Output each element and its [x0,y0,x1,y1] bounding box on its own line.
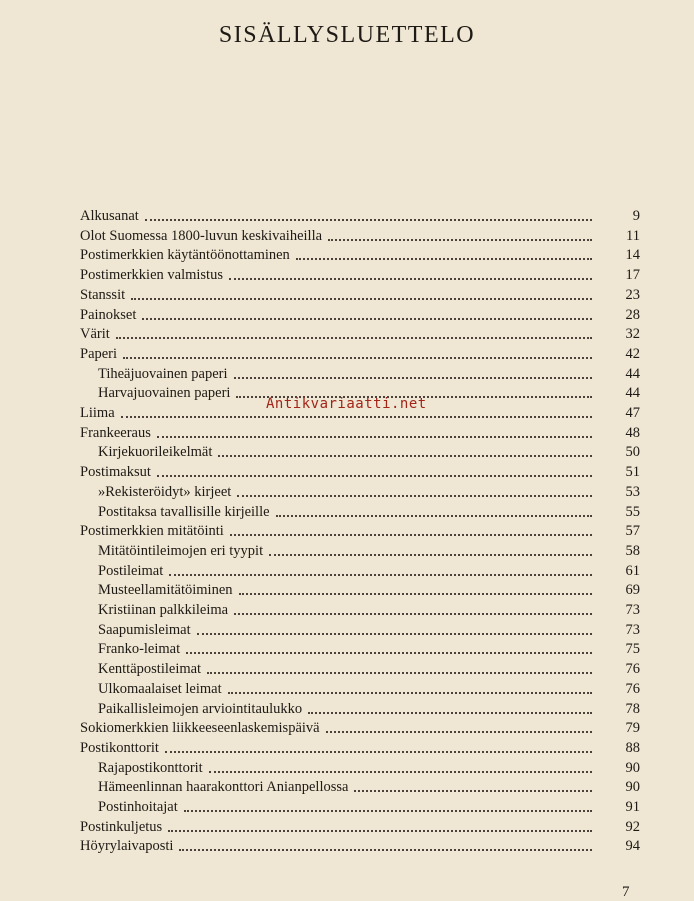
toc-entry [98,481,640,501]
dot-leader [165,751,592,753]
toc-entry-label: Olot Suomessa 1800-luvun keskivaiheilla [80,227,323,244]
toc-entry-page: 90 [625,779,640,796]
toc-entry [80,205,640,225]
toc-entry-page: 42 [625,345,640,362]
toc-entry-page: 50 [625,444,640,461]
toc-entry [80,244,640,264]
toc-entry-page: 14 [625,247,640,264]
toc-entry [98,638,640,658]
toc-entry-label: Ulkomaalaiset leimat [98,680,222,697]
toc-entry-label: Postikonttorit [80,739,159,756]
dot-leader [308,712,592,714]
dot-leader [157,436,592,438]
toc-entry-page: 9 [632,208,640,224]
toc-entry-label: Mitätöintileimojen eri tyypit [98,542,264,559]
toc-entry-label: Postimerkkien mitätöinti [80,523,224,540]
toc-entry-label: Postinkuljetus [80,818,163,835]
toc-entry-label: Kristiinan palkkileima [98,602,229,618]
toc-entry-label: Franko-leimat [98,641,181,658]
dot-leader [328,239,592,241]
toc-entry-page: 75 [625,641,640,658]
dot-leader [276,515,592,517]
toc-entry-page: 78 [625,700,640,717]
dot-leader [239,593,592,595]
toc-entry [80,225,640,245]
toc-entry-page: 32 [625,326,640,343]
toc-entry [80,461,640,481]
toc-entry [80,816,640,836]
toc-entry [80,737,640,757]
toc-entry-label: Värit [80,326,110,343]
toc-entry [98,619,640,639]
toc-entry-label: Rajapostikonttorit [98,759,203,776]
toc-entry-label: Stanssit [80,286,126,303]
dot-leader [121,416,592,418]
toc-entry-label: Alkusanat [80,208,139,224]
toc-entry-page: 73 [625,602,640,618]
toc-entry [98,776,640,796]
toc-entry-label: Musteellamitätöiminen [98,582,233,599]
toc-entry-page: 17 [625,267,640,284]
dot-leader [186,652,592,654]
toc-entry [98,560,640,580]
toc-entry-page: 69 [625,582,640,599]
toc-entry-label: Postinhoitajat [98,799,178,815]
toc-entry-label: Hämeenlinnan haarakonttori Anianpellossa [98,779,349,796]
dot-leader [234,613,592,615]
toc-entry-page: 53 [625,483,640,500]
toc-entry-page: 94 [625,838,640,855]
toc-entry-label: Painokset [80,306,137,323]
toc-entry-page: 47 [625,405,640,421]
toc-entry [98,757,640,777]
toc-entry [80,717,640,737]
toc-entry-page: 76 [625,661,640,678]
toc-entry-label: Postimerkkien käytäntöönottaminen [80,247,290,264]
watermark-text: Antikvariaatti.net [266,396,427,412]
dot-leader [237,495,592,497]
toc-entry-label: »Rekisteröidyt» kirjeet [98,483,232,500]
toc-entry-label: Saapumisleimat [98,621,191,638]
toc-entry-page: 91 [625,799,640,815]
dot-leader [354,790,592,792]
toc-entry-label: Postimaksut [80,464,151,481]
toc-entry-label: Paperi [80,345,118,362]
dot-leader [269,554,592,556]
dot-leader [296,258,592,260]
toc-entry [98,540,640,560]
dot-leader [197,633,592,635]
toc-entry-page: 55 [625,503,640,520]
toc-entry-label: Postitaksa tavallisille kirjeille [98,503,270,520]
toc-entry-page: 11 [626,227,640,244]
dot-leader [142,318,592,320]
dot-leader [131,298,592,300]
toc-entry [80,422,640,442]
toc-entry-label: Postimerkkien valmistus [80,267,223,284]
dot-leader [157,475,592,477]
toc-entry-page: 61 [625,562,640,579]
toc-entry-label: Postileimat [98,562,164,579]
toc-entry [98,599,640,619]
toc-entry [98,678,640,698]
toc-entry-page: 48 [625,424,640,441]
dot-leader [207,672,592,674]
dot-leader [234,377,592,379]
toc-entry-page: 90 [625,759,640,776]
toc-entry-label: Liima [80,405,115,421]
toc-entry [80,520,640,540]
dot-leader [145,219,592,221]
toc-entry-label: Tiheäjuovainen paperi [98,365,228,382]
toc-entry [80,304,640,324]
toc-entry [98,501,640,521]
toc-entry-label: Paikallisleimojen arviointitaulukko [98,700,303,717]
dot-leader [168,830,592,832]
dot-leader [228,692,592,694]
toc-entry-label: Harvajuovainen paperi [98,385,231,402]
toc-entry [98,363,640,383]
toc-entry [98,698,640,718]
toc-entry-page: 57 [625,523,640,540]
toc-entry-page: 58 [625,542,640,559]
toc-entry-page: 44 [625,385,640,402]
toc-entry-label: Frankeeraus [80,424,151,441]
dot-leader [184,810,592,812]
toc-entry-page: 76 [625,680,640,697]
dot-leader [218,455,592,457]
toc-entry-label: Kirjekuorileikelmät [98,444,213,461]
dot-leader [229,278,592,280]
dot-leader [169,574,592,576]
toc-entry-label: Sokiomerkkien liikkeeseenlaskemispäivä [80,720,320,737]
toc-entry-page: 44 [625,365,640,382]
toc-entry-page: 28 [625,306,640,323]
dot-leader [123,357,592,359]
toc-entry-page: 73 [625,621,640,638]
dot-leader [326,731,592,733]
toc-entry [80,343,640,363]
toc-entry [98,579,640,599]
page-number: 7 [622,884,630,900]
toc-entry [80,323,640,343]
dot-leader [209,771,592,773]
toc-entry [98,658,640,678]
dot-leader [116,337,592,339]
toc-entry [80,835,640,855]
toc-entry-label: Höyrylaivaposti [80,838,174,855]
toc-entry [98,796,640,816]
toc-entry [80,264,640,284]
dot-leader [179,849,592,851]
toc-entry-page: 51 [625,464,640,481]
toc-entry [80,284,640,304]
toc-entry-label: Kenttäpostileimat [98,661,202,678]
dot-leader [230,534,592,536]
toc-entry-page: 23 [625,286,640,303]
toc-entry-page: 92 [625,818,640,835]
toc-entry-page: 79 [625,720,640,737]
toc-entry-page: 88 [625,739,640,756]
toc-entry [98,441,640,461]
page-title: SISÄLLYSLUETTELO [218,22,476,48]
